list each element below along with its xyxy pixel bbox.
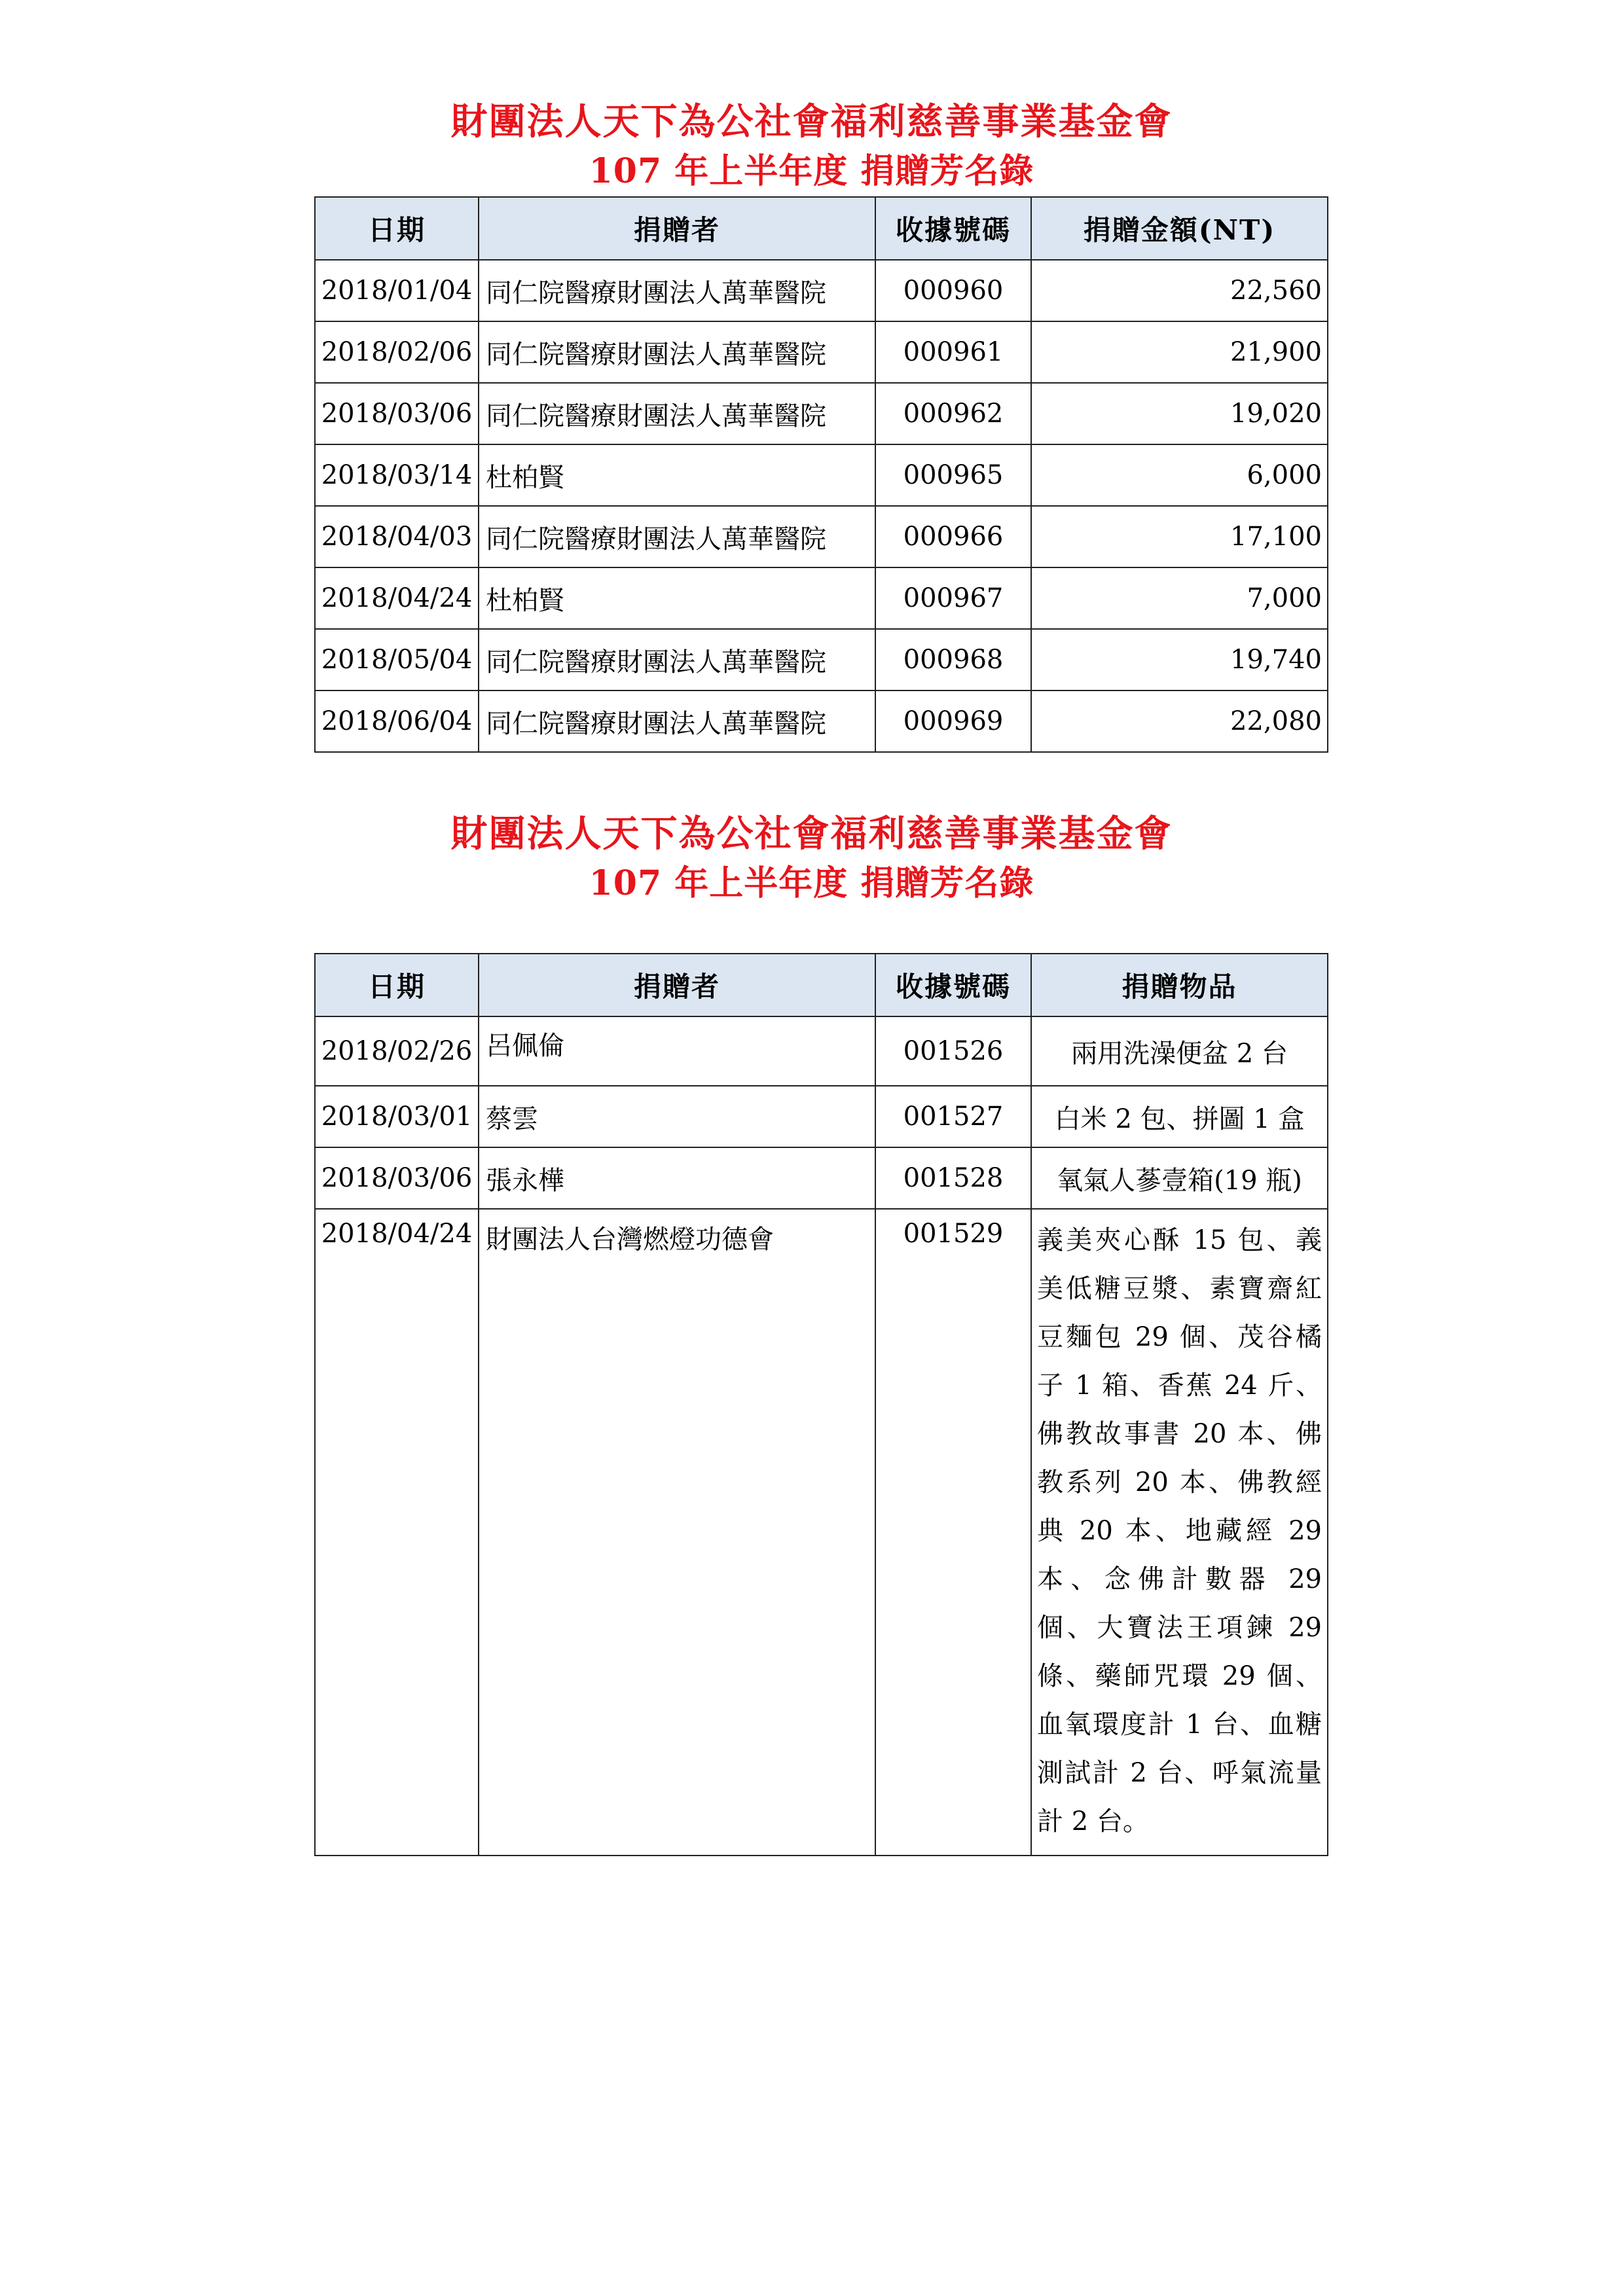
cell-date: 2018/01/04 [315, 260, 479, 321]
header-date: 日期 [315, 954, 479, 1016]
cell-date: 2018/02/26 [315, 1016, 479, 1086]
table-row [315, 444, 1328, 506]
cell-amount: 6,000 [1031, 444, 1328, 506]
cell-donor: 財團法人台灣燃燈功德會 [479, 1209, 875, 1856]
cell-receipt: 001529 [875, 1209, 1031, 1856]
cell-date: 2018/02/06 [315, 321, 479, 383]
cell-donor: 同仁院醫療財團法人萬華醫院 [479, 506, 875, 567]
table-row [315, 506, 1328, 567]
cell-amount: 19,020 [1031, 383, 1328, 444]
cell-item: 白米 2 包、拼圖 1 盒 [1031, 1086, 1328, 1147]
cell-donor: 同仁院醫療財團法人萬華醫院 [479, 321, 875, 383]
header-receipt: 收據號碼 [875, 197, 1031, 260]
cell-date: 2018/04/24 [315, 567, 479, 629]
section1-subtitle: 107 年上半年度 捐贈芳名錄 [589, 151, 1034, 191]
cell-amount: 22,560 [1031, 260, 1328, 321]
header-item: 捐贈物品 [1031, 954, 1328, 1016]
cell-receipt: 000960 [875, 260, 1031, 321]
item-donation-table [314, 953, 1328, 1856]
table-header-row [315, 954, 1328, 1016]
cell-amount: 7,000 [1031, 567, 1328, 629]
cell-receipt: 000962 [875, 383, 1031, 444]
cell-item: 義美夾心酥 15 包、義美低糖豆漿、素寶齋紅豆麵包 29 個、茂谷橘子 1 箱、香蕉 24 斤、佛教故事書 20 本、佛教系列 20 本、佛教經典 20 本、地藏經 29 本、念佛計數器 29 個、大寶法王項鍊 29 條、藥師咒環 29 個、血氧環度計 1 台、血糖測試計 2 台、呼氣流量計 2 台。 [1031, 1209, 1328, 1856]
cell-item: 兩用洗澡便盆 2 台 [1031, 1016, 1328, 1086]
header-date: 日期 [315, 197, 479, 260]
cell-receipt: 000968 [875, 629, 1031, 691]
section2-subtitle: 107 年上半年度 捐贈芳名錄 [589, 863, 1034, 903]
cell-date: 2018/03/14 [315, 444, 479, 506]
cell-amount: 22,080 [1031, 691, 1328, 752]
cell-donor: 同仁院醫療財團法人萬華醫院 [479, 629, 875, 691]
table-row [315, 629, 1328, 691]
cell-donor: 呂佩倫 [479, 1016, 875, 1086]
cell-receipt: 000965 [875, 444, 1031, 506]
table-row [315, 691, 1328, 752]
cell-receipt: 001527 [875, 1086, 1031, 1147]
table-row [315, 260, 1328, 321]
cell-date: 2018/03/06 [315, 383, 479, 444]
cell-donor: 杜柏賢 [479, 444, 875, 506]
cell-date: 2018/03/06 [315, 1147, 479, 1209]
cell-donor: 同仁院醫療財團法人萬華醫院 [479, 383, 875, 444]
cell-donor: 張永樺 [479, 1147, 875, 1209]
cell-date: 2018/06/04 [315, 691, 479, 752]
cell-receipt: 000961 [875, 321, 1031, 383]
table-row [315, 567, 1328, 629]
table-row [315, 321, 1328, 383]
cell-donor: 同仁院醫療財團法人萬華醫院 [479, 260, 875, 321]
cell-receipt: 000966 [875, 506, 1031, 567]
header-amount: 捐贈金額(NT) [1031, 197, 1328, 260]
cell-receipt: 001528 [875, 1147, 1031, 1209]
table-row [315, 1016, 1328, 1086]
table-header-row [315, 197, 1328, 260]
cell-amount: 17,100 [1031, 506, 1328, 567]
cell-receipt: 001526 [875, 1016, 1031, 1086]
table-row [315, 1086, 1328, 1147]
header-receipt: 收據號碼 [875, 954, 1031, 1016]
cell-donor: 杜柏賢 [479, 567, 875, 629]
cell-amount: 19,740 [1031, 629, 1328, 691]
cell-item: 氧氣人蔘壹箱(19 瓶) [1031, 1147, 1328, 1209]
table-row [315, 383, 1328, 444]
cell-donor: 蔡雲 [479, 1086, 875, 1147]
cash-donation-table [314, 196, 1328, 753]
table-row [315, 1209, 1328, 1856]
table-row [315, 1147, 1328, 1209]
cell-date: 2018/04/03 [315, 506, 479, 567]
section1-title: 財團法人天下為公社會福利慈善事業基金會 [450, 100, 1173, 143]
cell-date: 2018/04/24 [315, 1209, 479, 1856]
header-donor: 捐贈者 [479, 197, 875, 260]
cell-donor: 同仁院醫療財團法人萬華醫院 [479, 691, 875, 752]
section2-title: 財團法人天下為公社會福利慈善事業基金會 [450, 812, 1173, 855]
cell-receipt: 000967 [875, 567, 1031, 629]
cell-date: 2018/03/01 [315, 1086, 479, 1147]
cell-amount: 21,900 [1031, 321, 1328, 383]
cell-date: 2018/05/04 [315, 629, 479, 691]
header-donor: 捐贈者 [479, 954, 875, 1016]
cell-receipt: 000969 [875, 691, 1031, 752]
